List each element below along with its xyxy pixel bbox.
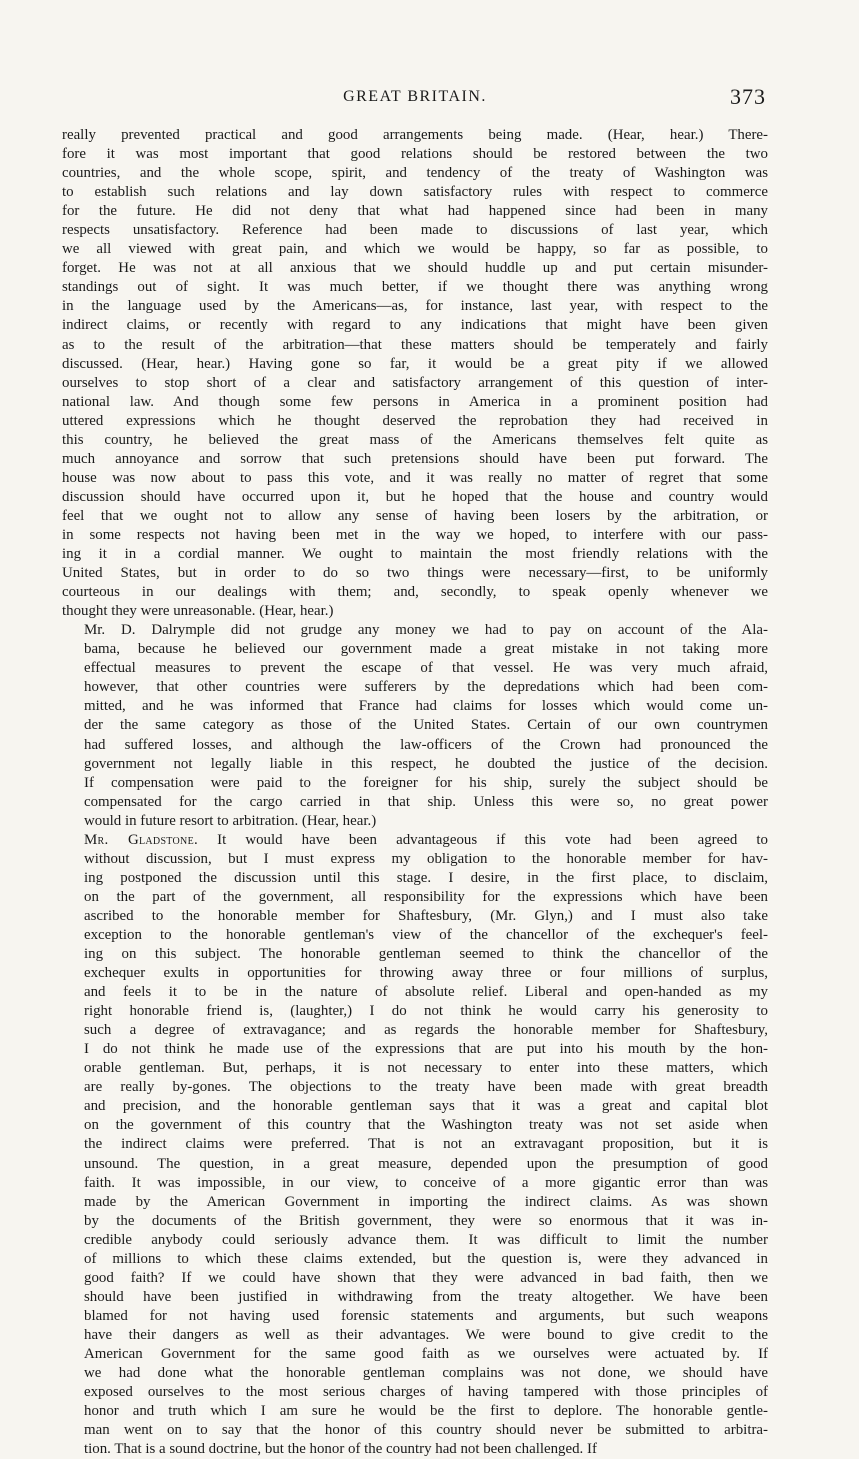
text-line: are really by-gones. The objections to the treaty have been made with great breadth bbox=[84, 1079, 768, 1096]
text-line: of millions to which these claims extended, but the question is, were they advanced in bbox=[84, 1250, 768, 1267]
text-line: as to the result of the arbitration—that these matters should be temperately and fairly bbox=[62, 336, 768, 353]
text-line: exchequer exults in opportunities for throwing away three or four millions of surplus, bbox=[84, 965, 768, 982]
text-line: however, that other countries were sufferers by the depredations which had been com- bbox=[84, 679, 768, 696]
text-line: compensated for the cargo carried in that ship. Unless this were so, no great power bbox=[84, 793, 768, 810]
text-line: der the same category as those of the United States. Certain of our own countrymen bbox=[84, 717, 768, 734]
text-line: standings out of sight. It was much better, if we thought there was anything wrong bbox=[62, 279, 768, 296]
paragraph bbox=[62, 621, 768, 831]
text-line: house was now about to pass this vote, and it was really no matter of regret that some bbox=[62, 469, 768, 486]
text-line: right honorable friend is, (laughter,) I do not think he would carry his generosity to bbox=[84, 1003, 768, 1020]
text-line: made by the American Government in importing the indirect claims. As was shown bbox=[84, 1193, 768, 1210]
text-line: respects unsatisfactory. Reference had been made to discussions of last year, which bbox=[62, 222, 768, 239]
text-line: American Government for the same good faith as we ourselves were actuated by. If bbox=[84, 1346, 768, 1362]
text-line: exception to the honorable gentleman's view of the chancellor of the exchequer's feel- bbox=[84, 926, 768, 943]
text-line: for the future. He did not deny that what had happened since had been in many bbox=[62, 203, 768, 220]
line-text: It would have been advantageous if this vote had been agreed to bbox=[198, 831, 768, 848]
paragraph bbox=[62, 126, 768, 621]
text-line: on the government of this country that the Washington treaty was not set aside when bbox=[84, 1117, 768, 1134]
text-line: have their dangers as well as their advantages. We were bound to give credit to the bbox=[84, 1326, 768, 1343]
text-line: we all viewed with great pain, and which we would be happy, so far as possible, to bbox=[62, 241, 768, 258]
text-line: and feels it to be in the nature of absolute relief. Liberal and open-handed as my bbox=[84, 984, 768, 1001]
text-line: such a degree of extravagance; and as regards the honorable member for Shaftesbury, bbox=[84, 1022, 768, 1039]
text-line: by the documents of the British government, they were so enormous that it was in- bbox=[84, 1212, 768, 1229]
page-title: GREAT BRITAIN. bbox=[343, 88, 487, 105]
text-line: in some respects not having been met in the way we hoped, to interfere with our pass- bbox=[62, 526, 768, 543]
running-head bbox=[62, 84, 768, 114]
text-line: the indirect claims were preferred. That is not an extravagant proposition, but it is bbox=[84, 1136, 768, 1153]
text-line: had suffered losses, and although the law-officers of the Crown had pronounced the bbox=[84, 736, 768, 753]
paragraph bbox=[62, 831, 768, 1459]
text-line: to establish such relations and lay down satisfactory rules with respect to commerce bbox=[62, 184, 768, 201]
text-line: blamed for not having used forensic statements and arguments, but such weapons bbox=[84, 1307, 768, 1324]
text-line: credible anybody could seriously advance them. It was difficult to limit the number bbox=[84, 1231, 768, 1248]
text-line: on the part of the government, all responsibility for the expressions which have been bbox=[84, 888, 768, 905]
text-line: we had done what the honorable gentleman complains was not done, we should have bbox=[84, 1365, 768, 1382]
body-text bbox=[62, 126, 768, 1459]
text-line: thought they were unreasonable. (Hear, hear.) bbox=[62, 603, 334, 620]
page-number: 373 bbox=[730, 84, 766, 109]
text-line: and precision, and the honorable gentleman says that it was a great and capital blot bbox=[84, 1098, 768, 1115]
text-line: exposed ourselves to the most serious charges of having tampered with those principles of bbox=[84, 1384, 768, 1401]
text-line: in the language used by the Americans—as, for instance, last year, with respect to the bbox=[62, 298, 768, 315]
text-line: I do not think he made use of the expressions that are put into his mouth by the hon- bbox=[84, 1041, 768, 1058]
text-line: ing on this subject. The honorable gentleman seemed to think the chancellor of the bbox=[84, 946, 768, 963]
text-line: really prevented practical and good arrangements being made. (Hear, hear.) There- bbox=[62, 127, 768, 143]
text-line: discussed. (Hear, hear.) Having gone so far, it would be a great pity if we allowed bbox=[62, 355, 768, 372]
text-line: discussion should have occurred upon it, but he hoped that the house and country would bbox=[62, 488, 768, 505]
text-line: countries, and the whole scope, spirit, and tendency of the treaty of Washington was bbox=[62, 165, 768, 182]
text-line: effectual measures to prevent the escape of that vessel. He was very much afraid, bbox=[84, 660, 768, 677]
text-line: faith. It was impossible, in our view, to conceive of a more gigantic error than was bbox=[84, 1174, 768, 1191]
text-line: forget. He was not at all anxious that we should huddle up and put certain misunder- bbox=[62, 260, 768, 277]
text-line: mitted, and he was informed that France had claims for losses which would come un- bbox=[84, 698, 768, 715]
text-line: tion. That is a sound doctrine, but the honor of the country had not been challenged. If bbox=[84, 1441, 597, 1458]
text-line: honor and truth which I am sure he would be the first to deplore. The honorable gentle- bbox=[84, 1403, 768, 1420]
text-line: government not legally liable in this respect, he doubted the justice of the decision. bbox=[84, 755, 768, 772]
text-line: United States, but in order to do so two things were necessary—first, to be uniformly bbox=[62, 565, 768, 582]
text-line: without discussion, but I must express my obligation to the honorable member for hav- bbox=[84, 850, 768, 867]
text-line: fore it was most important that good relations should be restored between the two bbox=[62, 146, 768, 163]
speaker-name: Mr. Gladstone. bbox=[84, 831, 199, 848]
text-line: ascribed to the honorable member for Shaftesbury, (Mr. Glyn,) and I must also take bbox=[84, 907, 768, 924]
text-line: man went on to say that the honor of this country should never be submitted to arbitra- bbox=[84, 1422, 768, 1439]
text-line: this country, he believed the great mass of the Americans themselves felt quite as bbox=[62, 431, 768, 448]
text-line: If compensation were paid to the foreigner for his ship, surely the subject should be bbox=[84, 774, 768, 791]
text-line: national law. And though some few persons in America in a prominent position had bbox=[62, 393, 768, 410]
text-line: Mr. D. Dalrymple did not grudge any money we had to pay on account of the Ala- bbox=[84, 622, 768, 639]
text-line: much annoyance and sorrow that such pretensions should have been put forward. The bbox=[62, 450, 768, 467]
text-line: good faith? If we could have shown that they were advanced in bad faith, then we bbox=[84, 1269, 768, 1286]
text-line: ing it in a cordial manner. We ought to maintain the most friendly relations with the bbox=[62, 546, 768, 563]
text-line: indirect claims, or recently with regard to any indications that might have been given bbox=[62, 317, 768, 334]
text-line: ourselves to stop short of a clear and satisfactory arrangement of this question of inter- bbox=[62, 374, 768, 391]
text-line: should have been justified in withdrawing from the treaty altogether. We have been bbox=[84, 1288, 768, 1305]
text-line: courteous in our dealings with them; and, secondly, to speak openly whenever we bbox=[62, 584, 768, 601]
text-line: uttered expressions which he thought deserved the reprobation they had received in bbox=[62, 412, 768, 429]
text-line: feel that we ought not to allow any sense of having been losers by the arbitration, or bbox=[62, 507, 768, 524]
text-line: would in future resort to arbitration. (Hear, hear.) bbox=[84, 812, 377, 829]
text-line bbox=[62, 831, 768, 850]
text-line: orable gentleman. But, perhaps, it is not necessary to enter into these matters, which bbox=[84, 1060, 768, 1077]
text-line: ing postponed the discussion until this stage. I desire, in the first place, to disclaim, bbox=[84, 869, 768, 886]
text-line: unsound. The question, in a great measure, depended upon the presumption of good bbox=[84, 1155, 768, 1172]
text-line: bama, because he believed our government made a great mistake in not taking more bbox=[84, 641, 768, 658]
